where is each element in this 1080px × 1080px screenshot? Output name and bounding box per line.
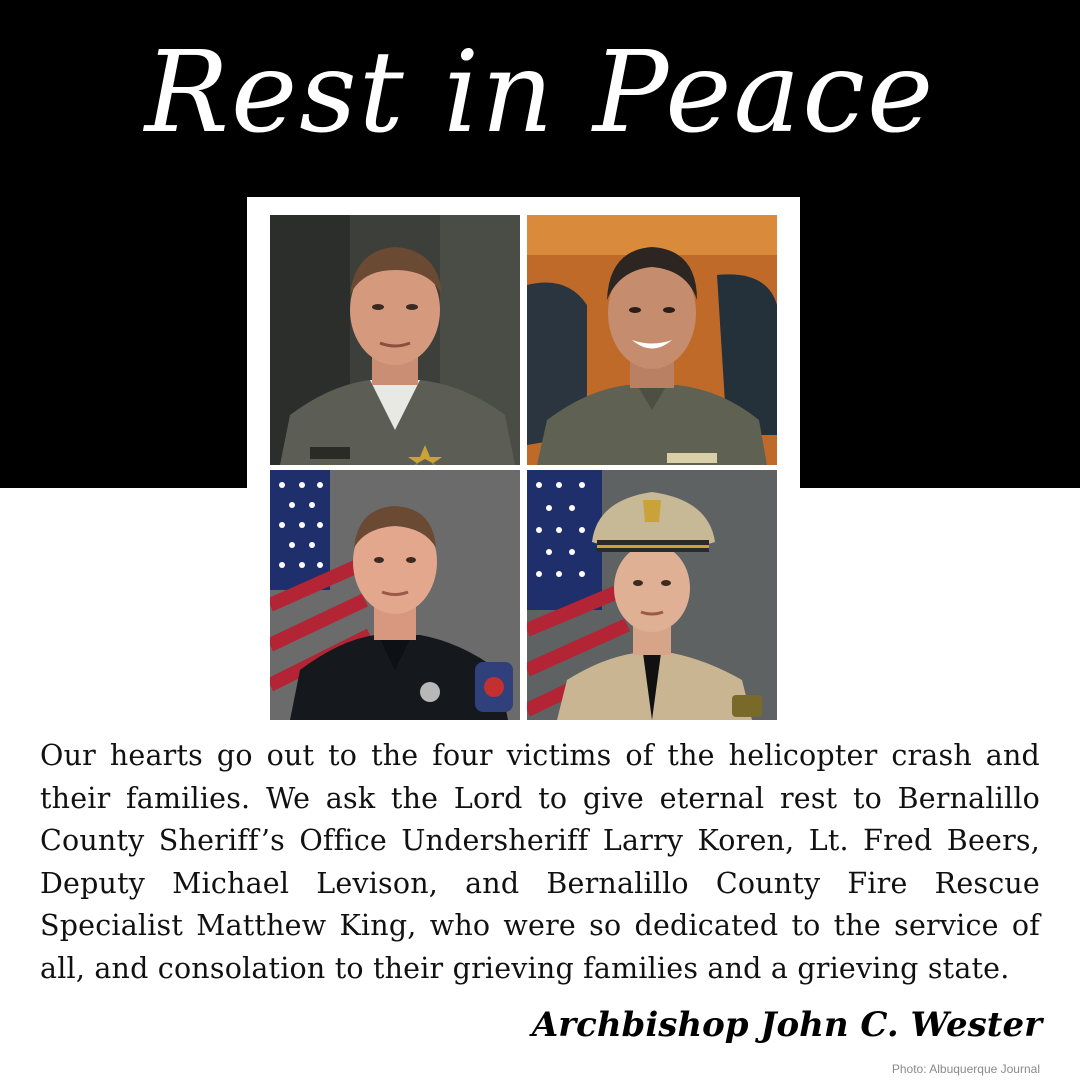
portrait-larry-koren: [270, 215, 520, 465]
portrait-photo-3: [270, 470, 520, 720]
photo-credit: Photo: Albuquerque Journal: [891, 1062, 1040, 1076]
tribute-message: Our hearts go out to the four victims of the helicopter crash and their families. We ask the Lord to give eternal rest to Bernalillo County Sheriff’s Office Undersheriff Larry Koren, Lt. Fred Beers, Deputy Michael Levison, and Bernalillo County Fire Rescue Specialist Matthew King, who were so dedicated to the service of all, and consolation to their grieving families and a grieving state.: [40, 739, 1040, 985]
signature-name: Archbishop John C. Wester: [531, 1005, 1042, 1045]
portrait-photo-2: [527, 215, 777, 465]
portrait-matthew-king: [270, 470, 520, 720]
page-title: Rest in Peace: [144, 28, 936, 158]
photo-collage: [247, 197, 800, 732]
portrait-fred-beers: [527, 215, 777, 465]
portrait-michael-levison: [527, 470, 777, 720]
portrait-photo-4: [527, 470, 777, 720]
portrait-photo-1: [270, 215, 520, 465]
